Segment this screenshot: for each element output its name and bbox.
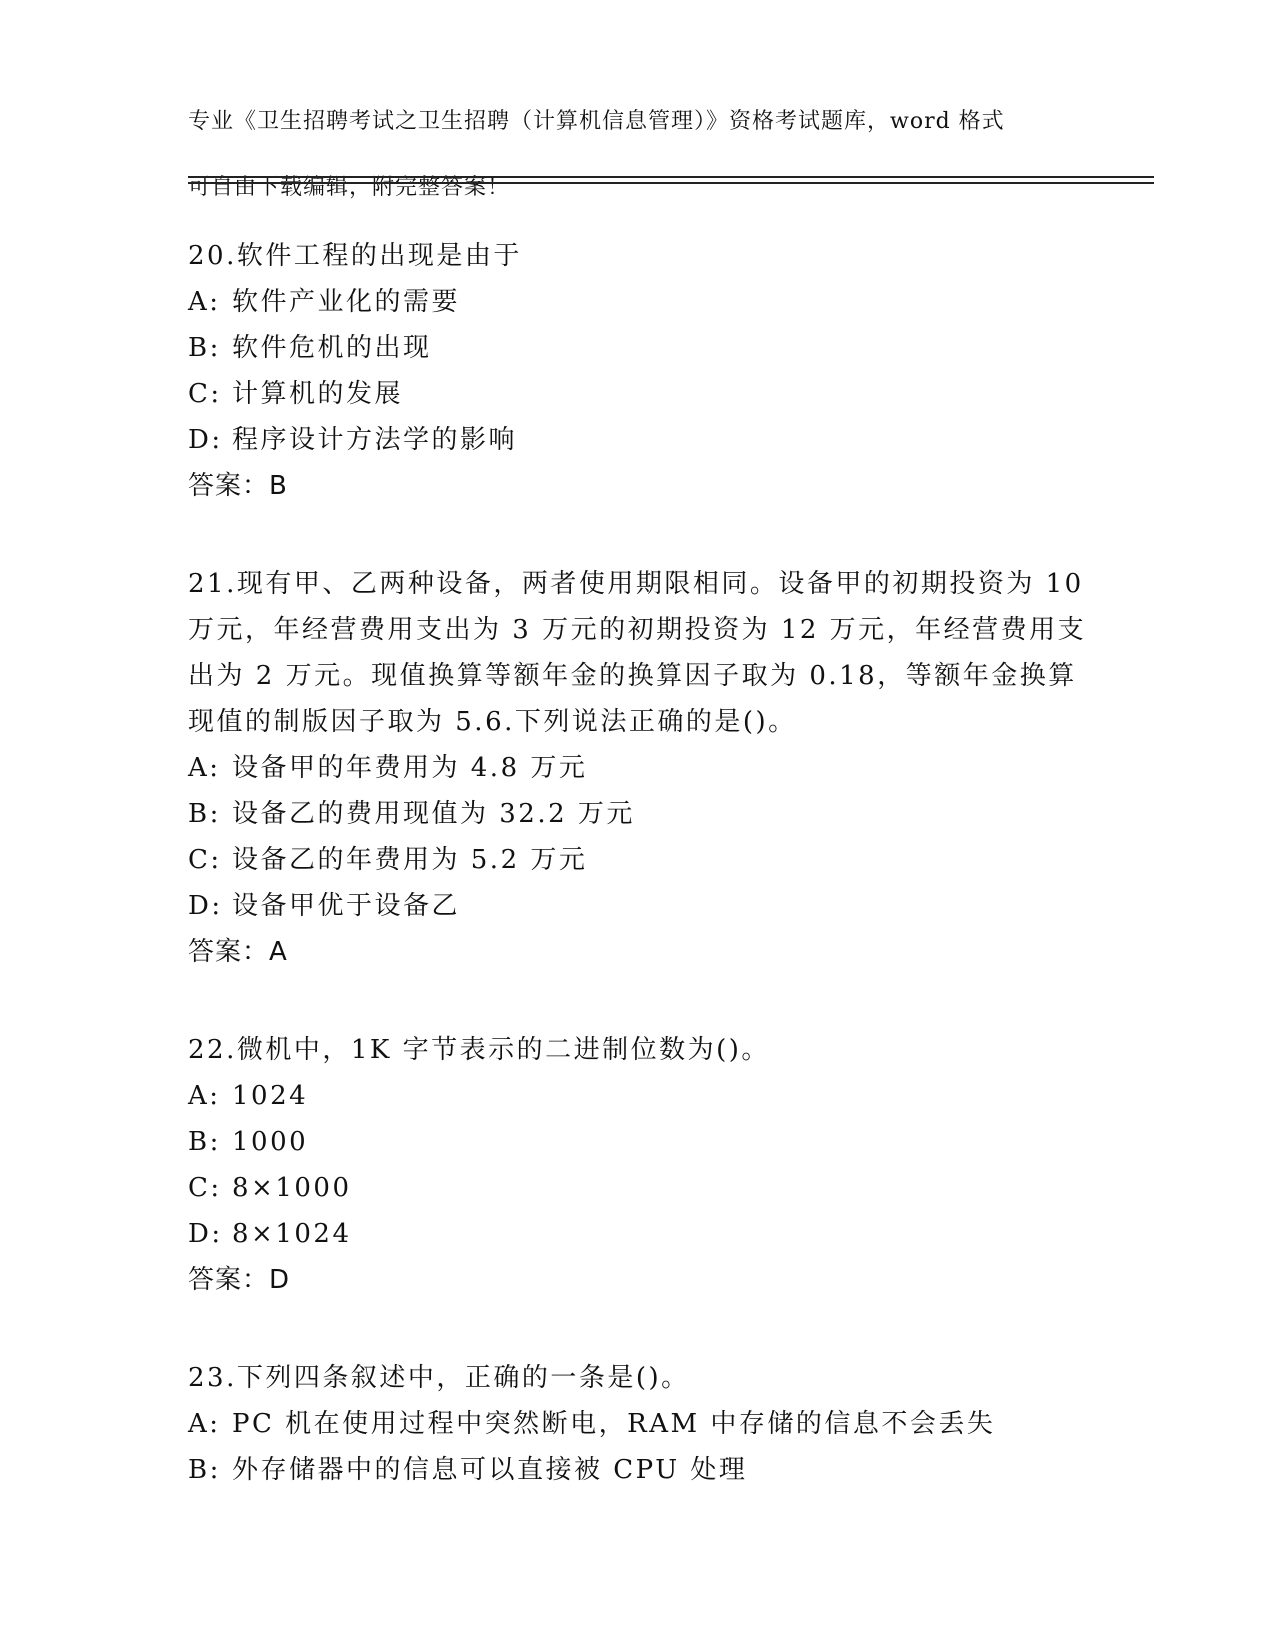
option-text: 8×1000 [232,1173,352,1203]
document-header [188,72,1088,237]
option-a [188,1073,1088,1119]
option-c [188,371,1088,417]
option-letter: B: [188,1127,221,1157]
option-letter: C: [188,845,222,875]
option-letter: C: [188,1173,222,1203]
option-text: 设备乙的年费用为 5.2 万元 [232,845,588,875]
question-22 [188,1027,1088,1303]
option-letter: D: [188,891,223,921]
option-text: 软件危机的出现 [232,333,432,363]
option-letter: A: [188,287,221,317]
option-letter: A: [188,1409,221,1439]
option-letter: C: [188,379,222,409]
option-text: PC 机在使用过程中突然断电，RAM 中存储的信息不会丢失 [232,1409,996,1439]
answer: 答案：D [188,1265,291,1295]
option-text: 软件产业化的需要 [232,287,461,317]
option-b [188,1447,1088,1493]
question-20 [188,233,1088,509]
question-23 [188,1355,1088,1493]
option-text: 设备甲优于设备乙 [232,891,461,921]
option-text: 设备乙的费用现值为 32.2 万元 [232,799,635,829]
option-d [188,883,1088,929]
option-letter: B: [188,333,221,363]
question-stem: 23.下列四条叙述中，正确的一条是()。 [188,1363,690,1393]
question-stem: 20.软件工程的出现是由于 [188,241,522,271]
option-b [188,791,1088,837]
header-line-2: 可自由下载编辑，附完整答案！ [188,175,511,200]
question-list [188,233,1088,1545]
option-a [188,745,1088,791]
header-divider-top [188,176,1154,178]
option-a [188,279,1088,325]
option-d [188,1211,1088,1257]
question-stem: 21.现有甲、乙两种设备，两者使用期限相同。设备甲的初期投资为 10 万元，年经营费用支出为 3 万元的初期投资为 12 万元，年经营费用支出为 2 万元。现值换算等额年金的换算因子取为 0.18，等额年金换算现值的制版因子取为 5.6.下列说法正确的是()。 [188,569,1087,737]
header-divider-bottom [188,182,1154,184]
option-letter: D: [188,1219,223,1249]
option-letter: D: [188,425,223,455]
option-b [188,1119,1088,1165]
option-letter: B: [188,1455,221,1485]
question-21 [188,561,1088,975]
option-letter: A: [188,1081,221,1111]
option-text: 1024 [232,1081,309,1111]
option-text: 1000 [232,1127,309,1157]
option-text: 8×1024 [232,1219,352,1249]
option-text: 程序设计方法学的影响 [232,425,518,455]
option-text: 外存储器中的信息可以直接被 CPU 处理 [232,1455,748,1485]
option-a [188,1401,1088,1447]
option-text: 计算机的发展 [232,379,404,409]
option-text: 设备甲的年费用为 4.8 万元 [232,753,588,783]
question-stem: 22.微机中，1K 字节表示的二进制位数为()。 [188,1035,770,1065]
option-d [188,417,1088,463]
option-b [188,325,1088,371]
answer: 答案：B [188,471,288,501]
header-line-1: 专业《卫生招聘考试之卫生招聘（计算机信息管理）》资格考试题库，word 格式 [188,109,1005,134]
answer: 答案：A [188,937,288,967]
option-c [188,837,1088,883]
option-c [188,1165,1088,1211]
option-letter: B: [188,799,221,829]
option-letter: A: [188,753,221,783]
